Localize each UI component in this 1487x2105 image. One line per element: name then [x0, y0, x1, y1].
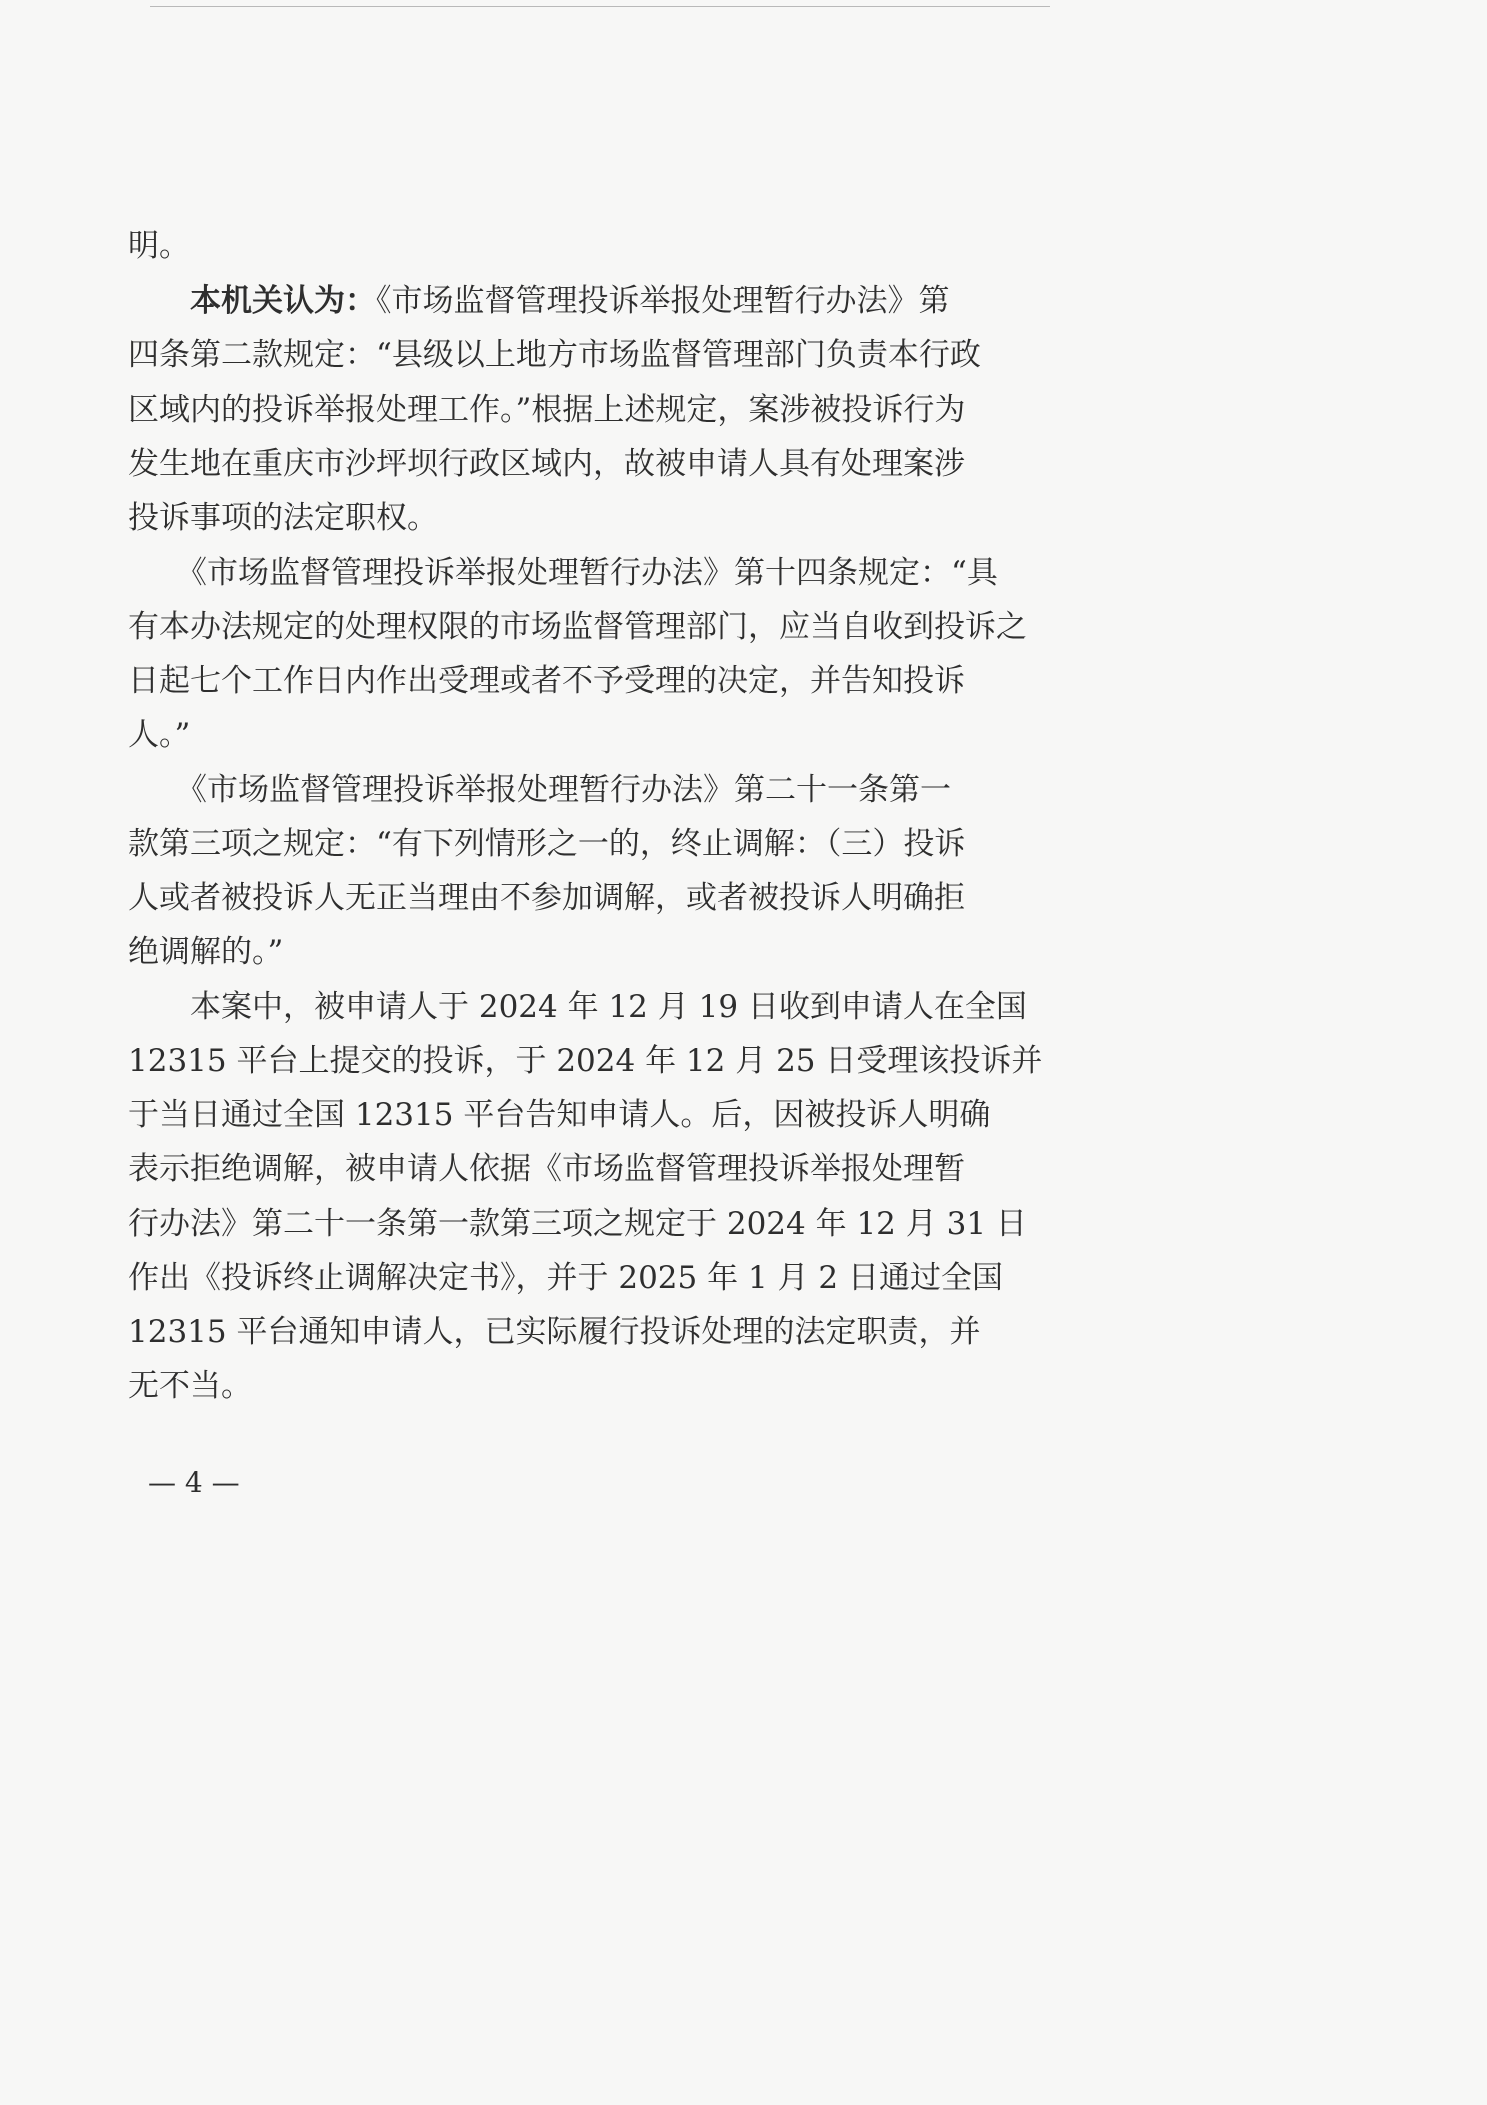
paragraph-line	[176, 553, 998, 593]
line-text: 表示拒绝调解，被申请人依据《市场监督管理投诉举报处理暂	[128, 1151, 965, 1187]
line-text: 12315 平台上提交的投诉，于 2024 年 12 月 25 日受理该投诉并	[128, 1043, 1043, 1079]
line-text: 人。”	[128, 717, 191, 753]
paragraph-line	[128, 1149, 965, 1189]
page-number: — 4 —	[148, 1466, 240, 1499]
line-text: 投诉事项的法定职权。	[128, 500, 438, 536]
paragraph-line	[190, 281, 950, 321]
paragraph-line	[128, 661, 965, 701]
line-text: 于当日通过全国 12315 平台告知申请人。后，因被投诉人明确	[128, 1097, 991, 1133]
top-border-line	[150, 6, 1050, 7]
paragraph-line	[128, 226, 190, 266]
paragraph-line	[128, 1041, 1042, 1081]
paragraph-line	[128, 390, 965, 430]
line-text: 作出《投诉终止调解决定书》，并于 2025 年 1 月 2 日通过全国	[128, 1260, 1003, 1296]
paragraph-line	[128, 444, 965, 484]
line-text: 《市场监督管理投诉举报处理暂行办法》第十四条规定：“具	[176, 555, 998, 591]
paragraph-line	[176, 770, 951, 810]
paragraph-line	[128, 1312, 980, 1352]
line-text: 区域内的投诉举报处理工作。”根据上述规定，案涉被投诉行为	[128, 392, 966, 428]
paragraph-line	[128, 1258, 1003, 1298]
line-text: 绝调解的。”	[128, 934, 284, 970]
line-text: 发生地在重庆市沙坪坝行政区域内，故被申请人具有处理案涉	[128, 446, 965, 482]
line-text: 有本办法规定的处理权限的市场监督管理部门，应当自收到投诉之	[128, 609, 1027, 645]
line-text: 明。	[128, 228, 190, 264]
paragraph-line	[128, 932, 283, 972]
paragraph-line	[128, 824, 965, 864]
line-lead-bold: 本机关认为：	[190, 283, 376, 319]
paragraph-line	[128, 878, 965, 918]
paragraph-line	[128, 1366, 252, 1406]
line-text: 本案中，被申请人于 2024 年 12 月 19 日收到申请人在全国	[190, 989, 1027, 1025]
line-text: 无不当。	[128, 1368, 252, 1404]
paragraph-line	[190, 987, 1027, 1027]
paragraph-line	[128, 715, 190, 755]
line-text: 款第三项之规定：“有下列情形之一的，终止调解：（三）投诉	[128, 826, 966, 862]
paragraph-line	[128, 1204, 1027, 1244]
line-text: 《市场监督管理投诉举报处理暂行办法》第	[376, 283, 950, 319]
paragraph-line	[128, 498, 438, 538]
paragraph-line	[128, 607, 1027, 647]
line-text: 12315 平台通知申请人，已实际履行投诉处理的法定职责，并	[128, 1314, 981, 1350]
line-text: 《市场监督管理投诉举报处理暂行办法》第二十一条第一	[176, 772, 951, 808]
paragraph-line	[128, 335, 981, 375]
line-text: 行办法》第二十一条第一款第三项之规定于 2024 年 12 月 31 日	[128, 1206, 1027, 1242]
paragraph-line	[128, 1095, 990, 1135]
line-text: 四条第二款规定：“县级以上地方市场监督管理部门负责本行政	[128, 337, 981, 373]
line-text: 人或者被投诉人无正当理由不参加调解，或者被投诉人明确拒	[128, 880, 965, 916]
line-text: 日起七个工作日内作出受理或者不予受理的决定，并告知投诉	[128, 663, 965, 699]
